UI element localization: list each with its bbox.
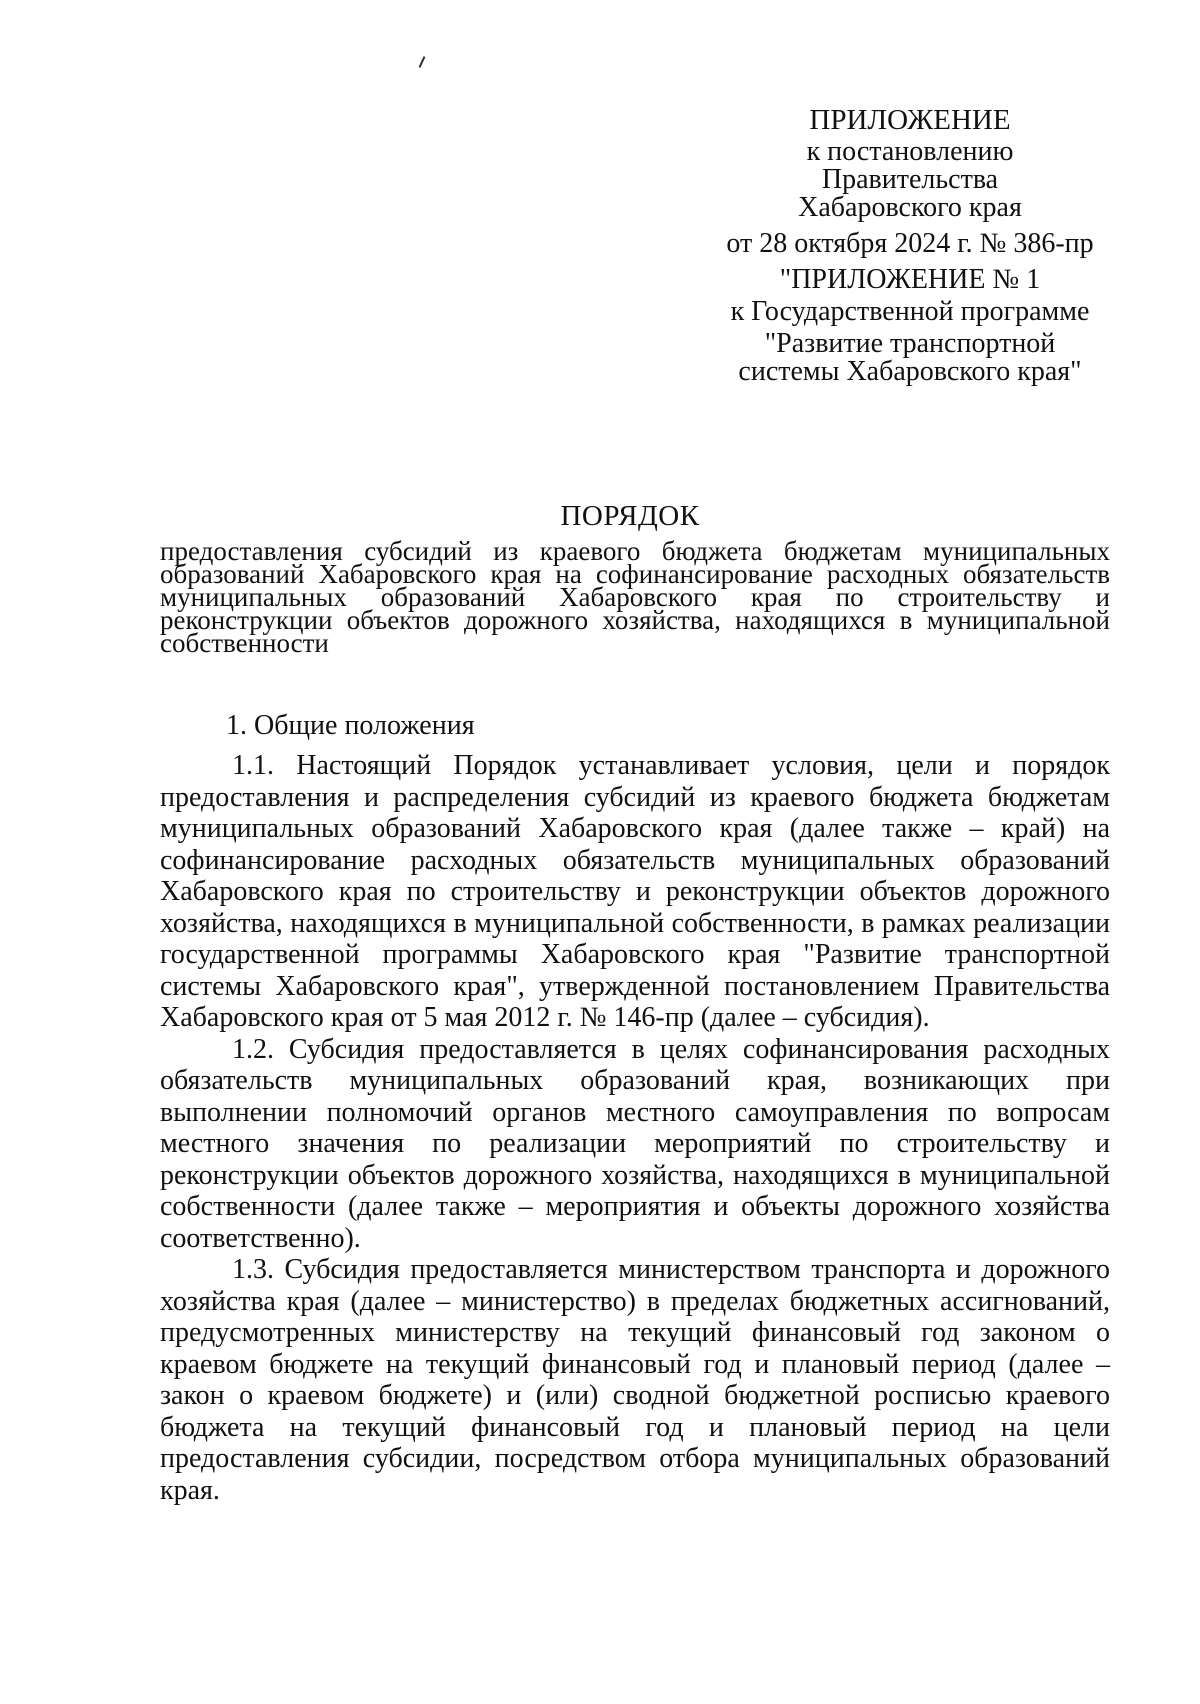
annex-line-9: системы Хабаровского края" [738, 356, 1082, 387]
section-heading: 1. Общие положения [226, 710, 475, 741]
scan-mark [419, 56, 426, 68]
paragraph-1-1: 1.1. Настоящий Порядок устанавливает условия, цели и порядок предоставления и распределения субсидий из краевого бюджета бюджетам муниципальных образований Хабаровского края (далее также – край) на софинансирование расходных обязательств муниципальных образований Хабаровского края по строительству и реконструкции объектов дорожного хозяйства, находящихся в муниципальной собственности, в рамках реализации государственной программы Хабаровского края "Развитие транспортной системы Хабаровского края", утвержденной постановлением Правительства Хабаровского края от 5 мая 2012 г. № 146-пр (далее – субсидия). [160, 750, 1110, 1033]
paragraph-1-3: 1.3. Субсидия предоставляется министерством транспорта и дорожного хозяйства края (далее – министерство) в пределах бюджетных ассигнований, предусмотренных министерству на текущий финансовый год законом о краевом бюджете на текущий финансовый год и плановый период (далее – закон о краевом бюджете) и (или) сводной бюджетной росписью краевого бюджета на текущий финансовый год и плановый период на цели предоставления субсидии, посредством отбора муниципальных образований края. [160, 1254, 1110, 1506]
annex-line-2: к постановлению [806, 136, 1014, 167]
annex-sub-title: "ПРИЛОЖЕНИЕ № 1 [779, 264, 1041, 295]
annex-line-7: к Государственной программе [730, 296, 1090, 327]
annex-title: ПРИЛОЖЕНИЕ [809, 104, 1011, 136]
document-subtitle: предоставления субсидий из краевого бюджета бюджетам муниципальных образований Хабаровского края на софинансирование расходных обязательств муниципальных образований Хабаровского края по строительству и реконструкции объектов дорожного хозяйства, находящихся в муниципальной собственности [160, 536, 1110, 658]
document-body [160, 750, 1110, 1506]
document-title: ПОРЯДОК [560, 500, 700, 532]
paragraph-1-2: 1.2. Субсидия предоставляется в целях софинансирования расходных обязательств муниципальных образований края, возникающих при выполнении полномочий органов местного самоуправления по вопросам местного значения по реализации мероприятий по строительству и реконструкции объектов дорожного хозяйства, находящихся в муниципальной собственности (далее также – мероприятия и объекты дорожного хозяйства соответственно). [160, 1033, 1110, 1254]
annex-line-3: Правительства [821, 164, 999, 195]
annex-line-8: "Развитие транспортной [764, 328, 1056, 359]
annex-date-number: от 28 октября 2024 г. № 386-пр [726, 228, 1094, 259]
annex-block [700, 106, 1120, 386]
annex-line-4: Хабаровского края [798, 192, 1022, 223]
